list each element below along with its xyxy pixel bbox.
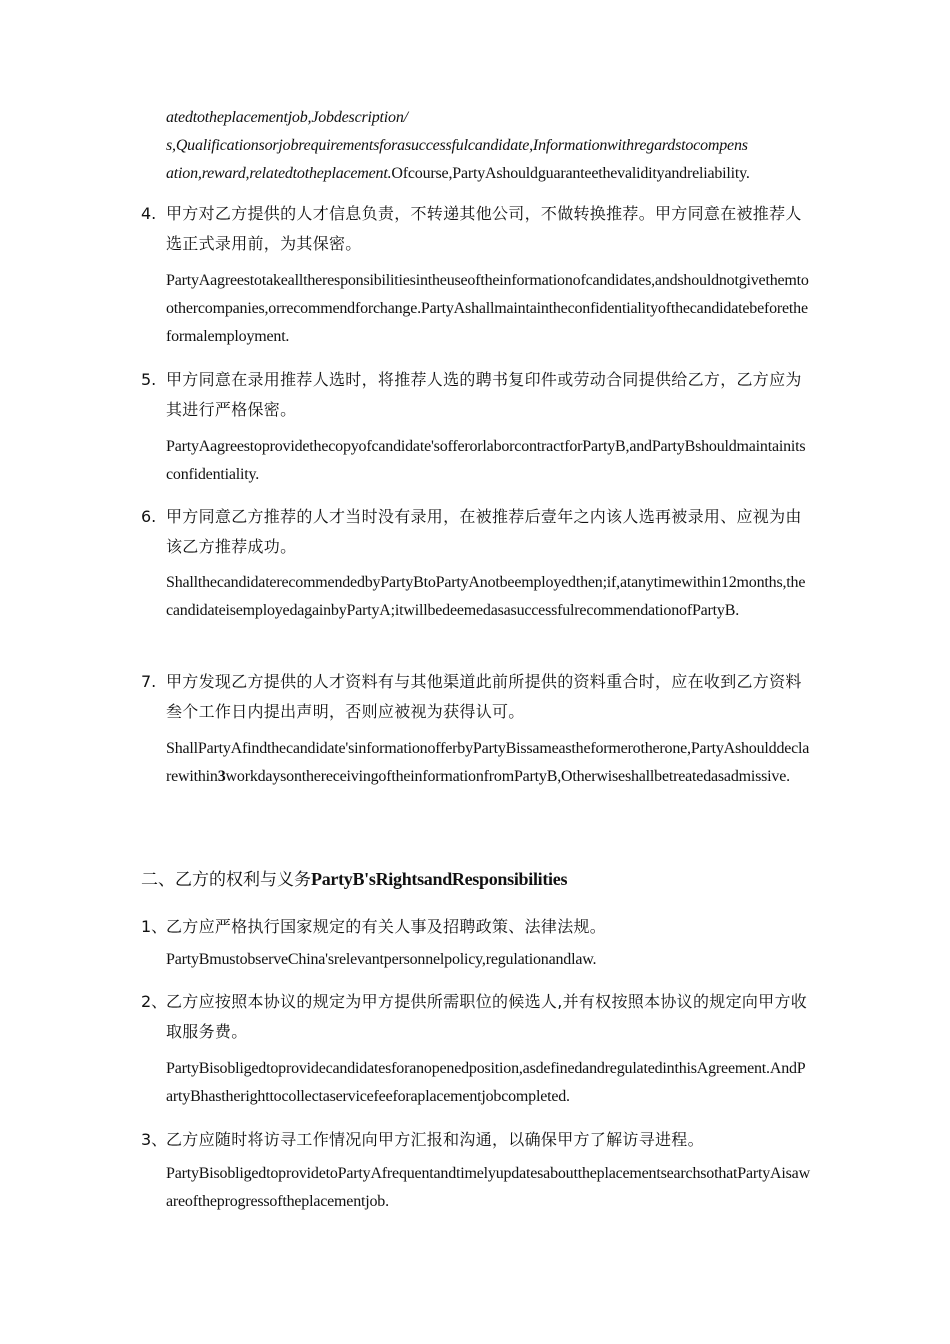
intro-line-1: atedtotheplacementjob,Jobdescription/ <box>166 109 408 126</box>
item-en-text: PartyAagreestoprovidethecopyofcandidate'sofferorlaborcontractforPartyB,andPartyBshouldmaintainitsconfidentiality. <box>166 438 806 483</box>
item-cn-text: 乙方应按照本协议的规定为甲方提供所需职位的候选人,并有权按照本协议的规定向甲方收取服务费。 <box>166 992 808 1041</box>
item-en-text: PartyBmustobserveChina'srelevantpersonnelpolicy,regulationandlaw. <box>166 951 597 968</box>
intro-paragraph <box>166 104 812 188</box>
intro-line-3-normal: Ofcourse,PartyAshouldguaranteethevalidityandreliability. <box>391 165 750 182</box>
item-number: 4. <box>141 204 157 223</box>
intro-line-3-italic: ation,reward,relatedtotheplacement. <box>166 165 392 182</box>
item-number: 1、 <box>141 917 168 936</box>
item-number: 3、 <box>141 1130 168 1149</box>
item-en-text-bold: 3 <box>217 768 226 785</box>
item-cn-text: 甲方同意在录用推荐人选时，将推荐人选的聘书复印件或劳动合同提供给乙方，乙方应为其进行严格保密。 <box>166 370 802 419</box>
item-cn-text: 甲方发现乙方提供的人才资料有与其他渠道此前所提供的资料重合时，应在收到乙方资料叁个工作日内提出声明，否则应被视为获得认可。 <box>166 672 802 721</box>
item-en-text: ShallthecandidaterecommendedbyPartyBtoPartyAnotbeemployedthen;if,atanytimewithin12months,thecandidateisemployedagainbyPartyA;itwillbedeemedasasuccessfulrecommendationofPartyB. <box>166 574 806 619</box>
item-en-text <box>166 735 812 791</box>
item-number: 6. <box>141 507 157 526</box>
item-en-text-part2: workdaysonthereceivingoftheinformationfromPartyB,Otherwiseshallbetreatedasadmissive. <box>225 768 790 785</box>
item-cn-text: 乙方应随时将访寻工作情况向甲方汇报和沟通，以确保甲方了解访寻进程。 <box>166 1130 704 1149</box>
item-en-text-part1: ShallPartyAfindthecandidate'sinformationofferbyPartyBissameastheformerotherone,PartyAshoulddeclarewithin <box>166 740 810 785</box>
item-en-text: PartyAagreestotakealltheresponsibilitiesintheuseoftheinformationofcandidates,andshouldnotgivethemtoothercompanies,orrecommendforchange.PartyAshallmaintaintheconfidentialityofthecandidatebeforetheformalemployment. <box>166 272 809 345</box>
item-number: 5. <box>141 370 157 389</box>
item-number: 7. <box>141 672 157 691</box>
intro-line-2: s,Qualificationsorjobrequirementsforasuccessfulcandidate,Informationwithregardstocompens <box>166 137 748 154</box>
item-cn-text: 乙方应严格执行国家规定的有关人事及招聘政策、法律法规。 <box>166 917 607 936</box>
item-cn-text: 甲方同意乙方推荐的人才当时没有录用，在被推荐后壹年之内该人选再被录用、应视为由该乙方推荐成功。 <box>166 507 802 556</box>
section-heading-cn: 二、乙方的权利与义务 <box>141 870 311 890</box>
section-heading-en: PartyB'sRightsandResponsibilities <box>311 869 568 889</box>
item-en-text: PartyBisobligedtoprovidetoPartyAfrequentandtimelyupdatesabouttheplacementsearchsothatPartyAisawareoftheprogressoftheplacementjob. <box>166 1165 810 1210</box>
item-number: 2、 <box>141 992 168 1011</box>
item-cn-text: 甲方对乙方提供的人才信息负责，不转递其他公司，不做转换推荐。甲方同意在被推荐人选正式录用前，为其保密。 <box>166 204 802 253</box>
section-heading <box>141 864 821 895</box>
item-en-text: PartyBisobligedtoprovidecandidatesforanopenedposition,asdefinedandregulatedinthisAgreement.AndPartyBhastherighttocollectaservicefeeforaplacementjobcompleted. <box>166 1060 806 1105</box>
